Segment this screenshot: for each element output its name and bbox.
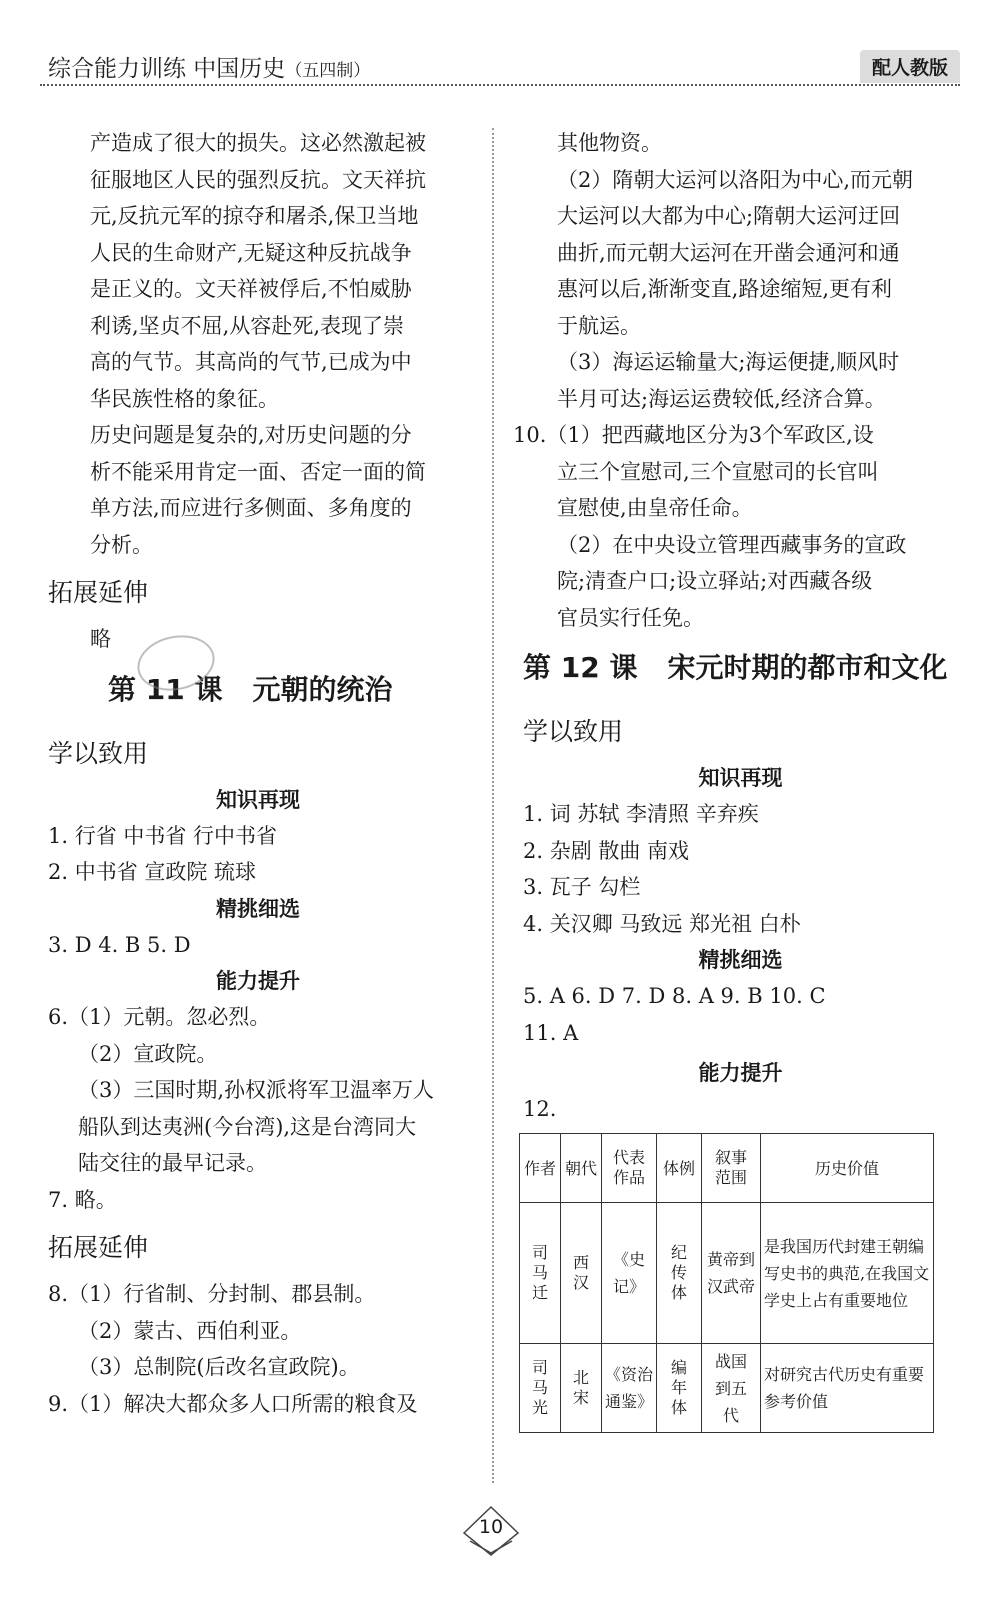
table-header-row [520,1134,934,1203]
essay-paragraph [48,125,468,417]
book-title: 综合能力训练 中国历史（五四制） [48,56,371,82]
subsection-ability: 能力提升 [698,1060,783,1085]
answer-line: 1. 词 苏轼 李清照 辛弃疾 [523,802,759,826]
answer-line: （3）海运运输量大;海运便捷,顺风时 [557,350,900,374]
section-apply-title: 学以致用 [523,717,624,746]
answer-line: （2）蒙古、西伯利亚。 [78,1318,302,1343]
table-cell: 北宋 [561,1344,602,1433]
answer-line: 1. 行省 中书省 行中书省 [48,823,278,848]
left-column [48,125,468,1422]
edition-tag: 配人教版 [860,50,960,83]
table-header-cell: 作者 [520,1134,561,1203]
text-line: 产造成了很大的损失。这必然激起被 [90,131,426,155]
section-apply-title: 学以致用 [48,738,149,768]
table-cell: 黄帝到汉武帝 [702,1203,761,1344]
text-line: 利诱,坚贞不屈,从容赴死,表现了崇 [90,313,405,338]
right-column [513,125,958,1128]
text-line: 历史问题是复杂的,对历史问题的分 [90,423,412,447]
lesson-title: 宋元时期的都市和文化 [667,651,948,684]
text-line: 分析。 [90,532,153,557]
answer-line: 大运河以大都为中心;隋朝大运河迂回 [557,204,901,228]
text-line: 征服地区人民的强烈反抗。文天祥抗 [90,167,426,192]
table-cell: 司马迁 [520,1203,561,1344]
answer-line: 3. 瓦子 勾栏 [523,875,641,899]
table-cell: 《资治通鉴》 [602,1344,657,1433]
answer-line: 船队到达夷洲(今台湾),这是台湾同大 [78,1114,417,1139]
text-line: 元,反抗元军的掠夺和屠杀,保卫当地 [90,204,419,228]
header-rule [40,84,960,86]
answer-line: 2. 杂剧 散曲 南戏 [523,838,690,863]
page-number: 10 [462,1505,520,1557]
subsection-choice: 精挑细选 [216,895,300,921]
table-header-cell: 代表作品 [602,1134,657,1203]
answer-line: 惠河以后,渐渐变直,路途缩短,更有利 [557,277,893,301]
answer-line: 3. D 4. B 5. D [48,932,191,957]
table-header-cell: 朝代 [561,1134,602,1203]
table-cell: 司马光 [520,1344,561,1433]
table-header-cell: 叙事范围 [702,1134,761,1203]
text-line: 单方法,而应进行多侧面、多角度的 [90,496,412,520]
answer-line: 11. A [523,1020,579,1045]
text-line: 析不能采用肯定一面、否定一面的简 [90,459,426,484]
text-line: 高的气节。其高尚的气节,已成为中 [90,350,412,374]
table-cell: 纪传体 [657,1203,702,1344]
lesson-number: 第 12 课 [523,651,638,684]
subsection-knowledge: 知识再现 [698,765,783,790]
school-system: （五四制） [285,61,371,81]
table-row [520,1344,934,1433]
answer-line: （3）总制院(后改名宣政院)。 [78,1355,360,1379]
answer-line: 7. 略。 [48,1187,117,1212]
answer-line: 曲折,而元朝大运河在开凿会通河和通 [557,240,900,265]
answer-line: （2）隋朝大运河以洛阳为中心,而元朝 [557,167,914,192]
column-divider [492,128,494,1483]
historians-table [519,1133,934,1433]
extension-answer: 略 [90,627,111,651]
table-cell: 编年体 [657,1344,702,1433]
table-cell: 对研究古代历史有重要参考价值 [761,1344,934,1433]
answer-line: （2）宣政院。 [78,1041,218,1066]
table-header-cell: 体例 [657,1134,702,1203]
subsection-choice: 精挑细选 [698,947,783,972]
answer-line: 4. 关汉卿 马致远 郑光祖 白朴 [523,911,801,936]
section-extension-title-2: 拓展延伸 [48,1233,149,1262]
answer-line: 宣慰使,由皇帝任命。 [557,496,753,520]
answer-line: 其他物资。 [557,131,662,155]
lesson-title: 元朝的统治 [252,672,393,706]
text-line: 是正义的。文天祥被俘后,不怕威胁 [90,277,412,301]
section-extension-title: 拓展延伸 [48,578,149,607]
essay-paragraph-2 [48,417,468,563]
answer-line: 8.（1）行省制、分封制、郡县制。 [48,1282,376,1306]
lesson-12-heading [523,646,958,690]
answer-line: 10.（1）把西藏地区分为3个军政区,设 [513,423,874,447]
table-row [520,1203,934,1344]
table-cell: 《史记》 [602,1203,657,1344]
answer-line: （2）在中央设立管理西藏事务的宣政 [557,532,907,557]
answer-line: 12. [523,1097,557,1121]
table-cell: 西汉 [561,1203,602,1344]
answer-line: 2. 中书省 宣政院 琉球 [48,860,257,884]
answer-line: 6.（1）元朝。忽必烈。 [48,1005,271,1029]
answer-line: 立三个宣慰司,三个宣慰司的长官叫 [557,459,879,484]
answer-line: 半月可达;海运运费较低,经济合算。 [557,386,886,411]
page-header [40,46,960,86]
table-cell: 战国到五代 [702,1344,761,1433]
text-line: 人民的生命财产,无疑这种反抗战争 [90,240,412,265]
answer-line: 官员实行任免。 [557,605,704,630]
lesson-number: 第 11 课 [108,672,223,706]
subsection-knowledge: 知识再现 [216,786,300,812]
table-cell: 是我国历代封建王朝编写史书的典范,在我国文学史上占有重要地位 [761,1203,934,1344]
subsection-ability: 能力提升 [216,968,300,993]
answer-line: （3）三国时期,孙权派将军卫温率万人 [78,1078,435,1102]
table-header-cell: 历史价值 [761,1134,934,1203]
text-line: 华民族性格的象征。 [90,386,279,411]
answer-line: 陆交往的最早记录。 [78,1151,267,1175]
answer-line: 于航运。 [557,313,641,338]
answer-line: 5. A 6. D 7. D 8. A 9. B 10. C [523,984,826,1008]
answer-line: 院;清查户口;设立驿站;对西藏各级 [557,569,873,593]
answer-line: 9.（1）解决大都众多人口所需的粮食及 [48,1391,418,1416]
